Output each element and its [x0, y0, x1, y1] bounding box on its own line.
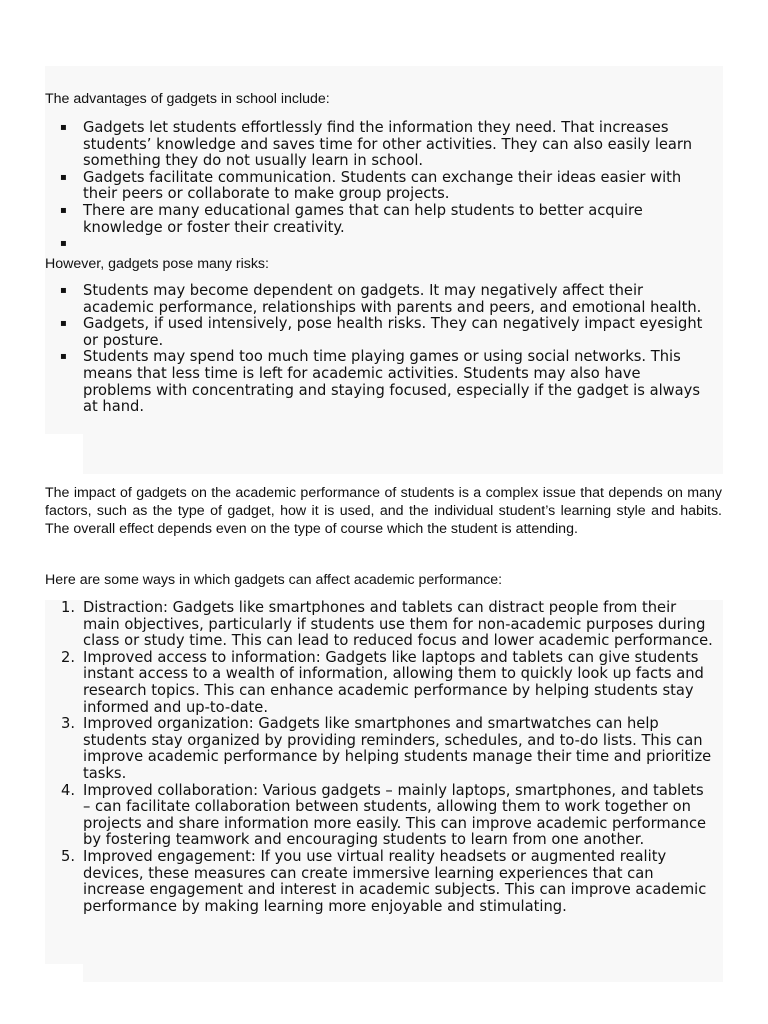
- list-item: 4. Improved collaboration: Various gadgets – mainly laptops, smartphones, and tablets – can facilitate collaboration between students, allowing them to work together on projects and share information more easily. This can improve academic performance by fostering teamwork and encouraging students to learn from one another.: [45, 783, 713, 849]
- ways-list: [45, 600, 713, 915]
- list-item: ▪ Gadgets facilitate communication. Students can exchange their ideas easier with their peers or collaborate to make group projects.: [60, 168, 682, 203]
- bullet-marker: ▪: [60, 238, 67, 250]
- ways-intro: Here are some ways in which gadgets can affect academic performance:: [45, 572, 503, 588]
- bullet-marker: ▪: [60, 285, 67, 296]
- list-item: ▪ Students may spend too much time playing games or using social networks. This means that less time is left for academic activities. Students may also have problems with concentrating and staying focused, especially if the gadget is always at hand.: [60, 348, 701, 416]
- list-item: 1. Distraction: Gadgets like smartphones and tablets can distract people from their main objectives, particularly if students use them for non-academic purposes during class or study time. This can lead to reduced focus and lower academic performance.: [45, 600, 713, 650]
- list-number: 3.: [60, 715, 75, 733]
- risks-list: [45, 283, 713, 416]
- impact-paragraph: The impact of gadgets on the academic performance of students is a complex issue that depends on many factors, such as the type of gadget, how it is used, and the individual student’s learning style and habits. The overall effect depends even on the type of course which the student is attending.: [45, 485, 722, 538]
- list-number: 1.: [60, 599, 75, 616]
- list-item: ▪ Students may become dependent on gadgets. It may negatively affect their academic performance, relationships with parents and peers, and emotional health.: [60, 282, 702, 316]
- list-item: 3. Improved organization: Gadgets like smartphones and smartwatches can help students stay organized by providing reminders, schedules, and to-do lists. This can improve academic performance by helping students manage their time and prioritize tasks.: [45, 716, 713, 782]
- list-item-empty: [45, 236, 713, 253]
- content-background-indent: [83, 434, 723, 474]
- list-number: 2.: [60, 648, 75, 666]
- list-number: 4.: [60, 781, 75, 799]
- list-item: ▪ Gadgets let students effortlessly find the information they need. That increases students’ knowledge and saves time for other activities. They can also easily learn something they do not usually learn in school.: [60, 119, 693, 170]
- bullet-marker: ▪: [60, 122, 67, 133]
- list-item: ▪ Gadgets, if used intensively, pose health risks. They can negatively impact eyesight or posture.: [60, 315, 703, 349]
- list-item: 5. Improved engagement: If you use virtual reality headsets or augmented reality devices, these measures can create immersive learning experiences that can increase engagement and interest in academic subjects. This can improve academic performance by making learning more enjoyable and stimulating.: [45, 849, 713, 915]
- list-number: 5.: [60, 847, 75, 865]
- bullet-marker: ▪: [60, 171, 67, 183]
- list-item: 2. Improved access to information: Gadgets like laptops and tablets can give students instant access to a wealth of information, allowing them to quickly look up facts and research topics. This can enhance academic performance by helping students stay informed and up-to-date.: [45, 650, 713, 716]
- bullet-marker: ▪: [60, 318, 67, 330]
- bullet-marker: ▪: [60, 351, 67, 363]
- risks-intro: However, gadgets pose many risks:: [45, 256, 269, 272]
- bullet-marker: ▪: [60, 204, 67, 216]
- advantages-intro: The advantages of gadgets in school include:: [45, 91, 330, 107]
- list-item: ▪ There are many educational games that can help students to better acquire knowledge or foster their creativity.: [60, 201, 643, 236]
- advantages-list: [45, 120, 713, 253]
